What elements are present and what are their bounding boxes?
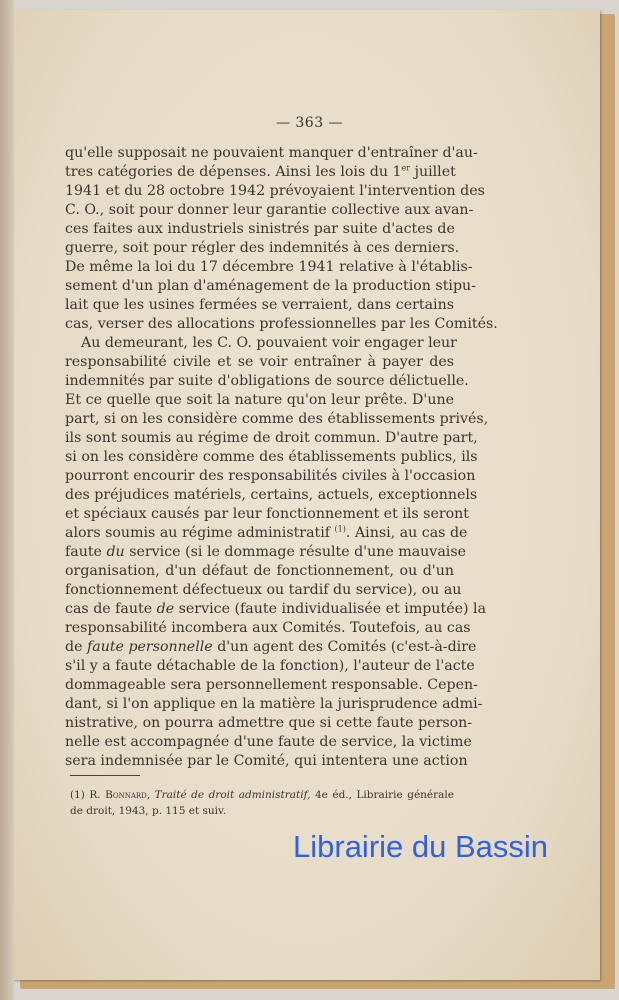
text-segment: tres catégories de dépenses. Ainsi les lois du 1	[65, 164, 402, 180]
text-segment: Au demeurant, les C. O. pouvaient voir engager leur	[81, 335, 457, 351]
text-line	[65, 372, 469, 391]
text-line	[65, 752, 468, 771]
text-segment: sement d'un plan d'aménagement de la production stipu-	[65, 278, 476, 294]
text-line	[65, 505, 469, 524]
page-number: — 363 —	[275, 115, 344, 131]
footnote	[70, 787, 454, 819]
text-segment: C. O., soit pour donner leur garantie collective aux avan-	[65, 202, 474, 218]
text-line	[65, 524, 468, 543]
text-segment: Et ce quelle que soit la nature qu'on leur prête. D'une	[65, 392, 454, 408]
text-line	[65, 714, 473, 733]
text-segment: dant, si l'on applique en la matière la jurisprudence admi-	[65, 696, 483, 712]
text-segment: service (si le dommage résulte d'une mauvaise	[124, 544, 466, 560]
text-segment: lait que les usines fermées se verraient, dans certains	[65, 297, 454, 313]
italic-text: faute personnelle	[87, 639, 213, 655]
text-line	[65, 695, 483, 714]
text-line	[65, 410, 489, 429]
text-line	[65, 581, 462, 600]
text-line	[65, 619, 471, 638]
text-segment: guerre, soit pour régler des indemnités à ces derniers.	[65, 240, 460, 256]
text-line	[65, 486, 478, 505]
text-segment: des préjudices matériels, certains, actuels, exceptionnels	[65, 487, 478, 503]
text-line	[65, 182, 485, 201]
footnote-line-2: de droit, 1943, p. 115 et suiv.	[70, 805, 227, 817]
binding-shadow	[0, 0, 14, 1000]
text-segment: sera indemnisée par le Comité, qui intentera une action	[65, 753, 468, 769]
text-segment: de	[65, 639, 87, 655]
text-segment: qu'elle supposait ne pouvaient manquer d'entraîner d'au-	[65, 145, 478, 161]
text-segment: ces faites aux industriels sinistrés par suite d'actes de	[65, 221, 455, 237]
text-segment: cas de faute	[65, 601, 157, 617]
text-segment: si on les considère comme des établissements publics, ils	[65, 449, 478, 465]
text-line	[65, 239, 460, 258]
text-segment: . Ainsi, au cas de	[345, 525, 468, 541]
text-segment: s'il y a faute détachable de la fonction), l'auteur de l'acte	[65, 658, 475, 674]
paragraph	[65, 144, 498, 334]
watermark: Librairie du Bassin	[293, 829, 549, 864]
footnote-marker: (1)	[70, 789, 85, 801]
text-line	[65, 296, 454, 315]
italic-text: de	[156, 601, 175, 617]
text-segment: 1941 et du 28 octobre 1942 prévoyaient l'intervention des	[65, 183, 485, 199]
body-text	[65, 144, 498, 771]
text-line	[65, 543, 466, 562]
text-line	[65, 277, 476, 296]
superscript: er	[401, 163, 411, 173]
text-segment: indemnités par suite d'obligations de source délictuelle.	[65, 373, 469, 389]
text-segment: d'un agent des Comités (c'est-à-dire	[212, 639, 477, 655]
text-segment: ils sont soumis au régime de droit commun. D'autre part,	[65, 430, 478, 446]
text-segment: responsabilité incombera aux Comités. Toutefois, au cas	[65, 620, 471, 636]
text-line	[65, 144, 478, 163]
text-segment: De même la loi du 17 décembre 1941 relative à l'établis-	[65, 259, 473, 275]
footnote-author: R. Bonnard,	[89, 789, 151, 801]
text-line	[65, 201, 474, 220]
footnote-edition: 4e éd., Librairie générale	[314, 789, 454, 801]
text-line	[65, 315, 498, 334]
text-line	[65, 600, 487, 619]
text-segment: organisation, d'un défaut de fonctionnement, ou d'un	[65, 563, 454, 579]
text-line	[65, 562, 454, 581]
footnote-line-1	[70, 787, 454, 803]
text-segment: nelle est accompagnée d'une faute de service, la victime	[65, 734, 472, 750]
text-line	[65, 353, 454, 372]
text-line	[65, 657, 475, 676]
text-line	[65, 467, 476, 486]
paragraph	[65, 334, 489, 771]
text-segment: et spéciaux causés par leur fonctionnement et ils seront	[65, 506, 469, 522]
footnote-rule	[70, 775, 140, 776]
footnote-title: Traité de droit administratif,	[154, 789, 311, 801]
text-segment: alors soumis au régime administratif	[65, 525, 335, 541]
text-segment: service (faute individualisée et imputée) la	[174, 601, 487, 617]
superscript: (1)	[334, 524, 346, 534]
text-line	[65, 429, 478, 448]
text-segment: part, si on les considère comme des établissements privés,	[65, 411, 489, 427]
text-line	[65, 220, 454, 239]
text-line	[65, 334, 457, 353]
text-segment: responsabilité civile et se voir entraîner à payer des	[65, 354, 454, 370]
text-line	[65, 448, 478, 467]
text-segment: cas, verser des allocations professionnelles par les Comités.	[65, 316, 498, 332]
text-segment: nistrative, on pourra admettre que si cette faute person-	[65, 715, 473, 731]
text-segment: pourront encourir des responsabilités civiles à l'occasion	[65, 468, 476, 484]
text-line	[65, 676, 478, 695]
text-line	[65, 638, 477, 657]
text-line	[65, 733, 472, 752]
text-line	[65, 163, 454, 182]
text-segment: faute	[65, 544, 107, 560]
italic-text: du	[106, 544, 125, 560]
text-line	[65, 258, 473, 277]
text-segment: dommageable sera personnellement responsable. Cepen-	[65, 677, 478, 693]
text-line	[65, 391, 454, 410]
text-segment: juillet	[410, 164, 456, 180]
text-segment: fonctionnement défectueux ou tardif du service), ou au	[65, 582, 462, 598]
